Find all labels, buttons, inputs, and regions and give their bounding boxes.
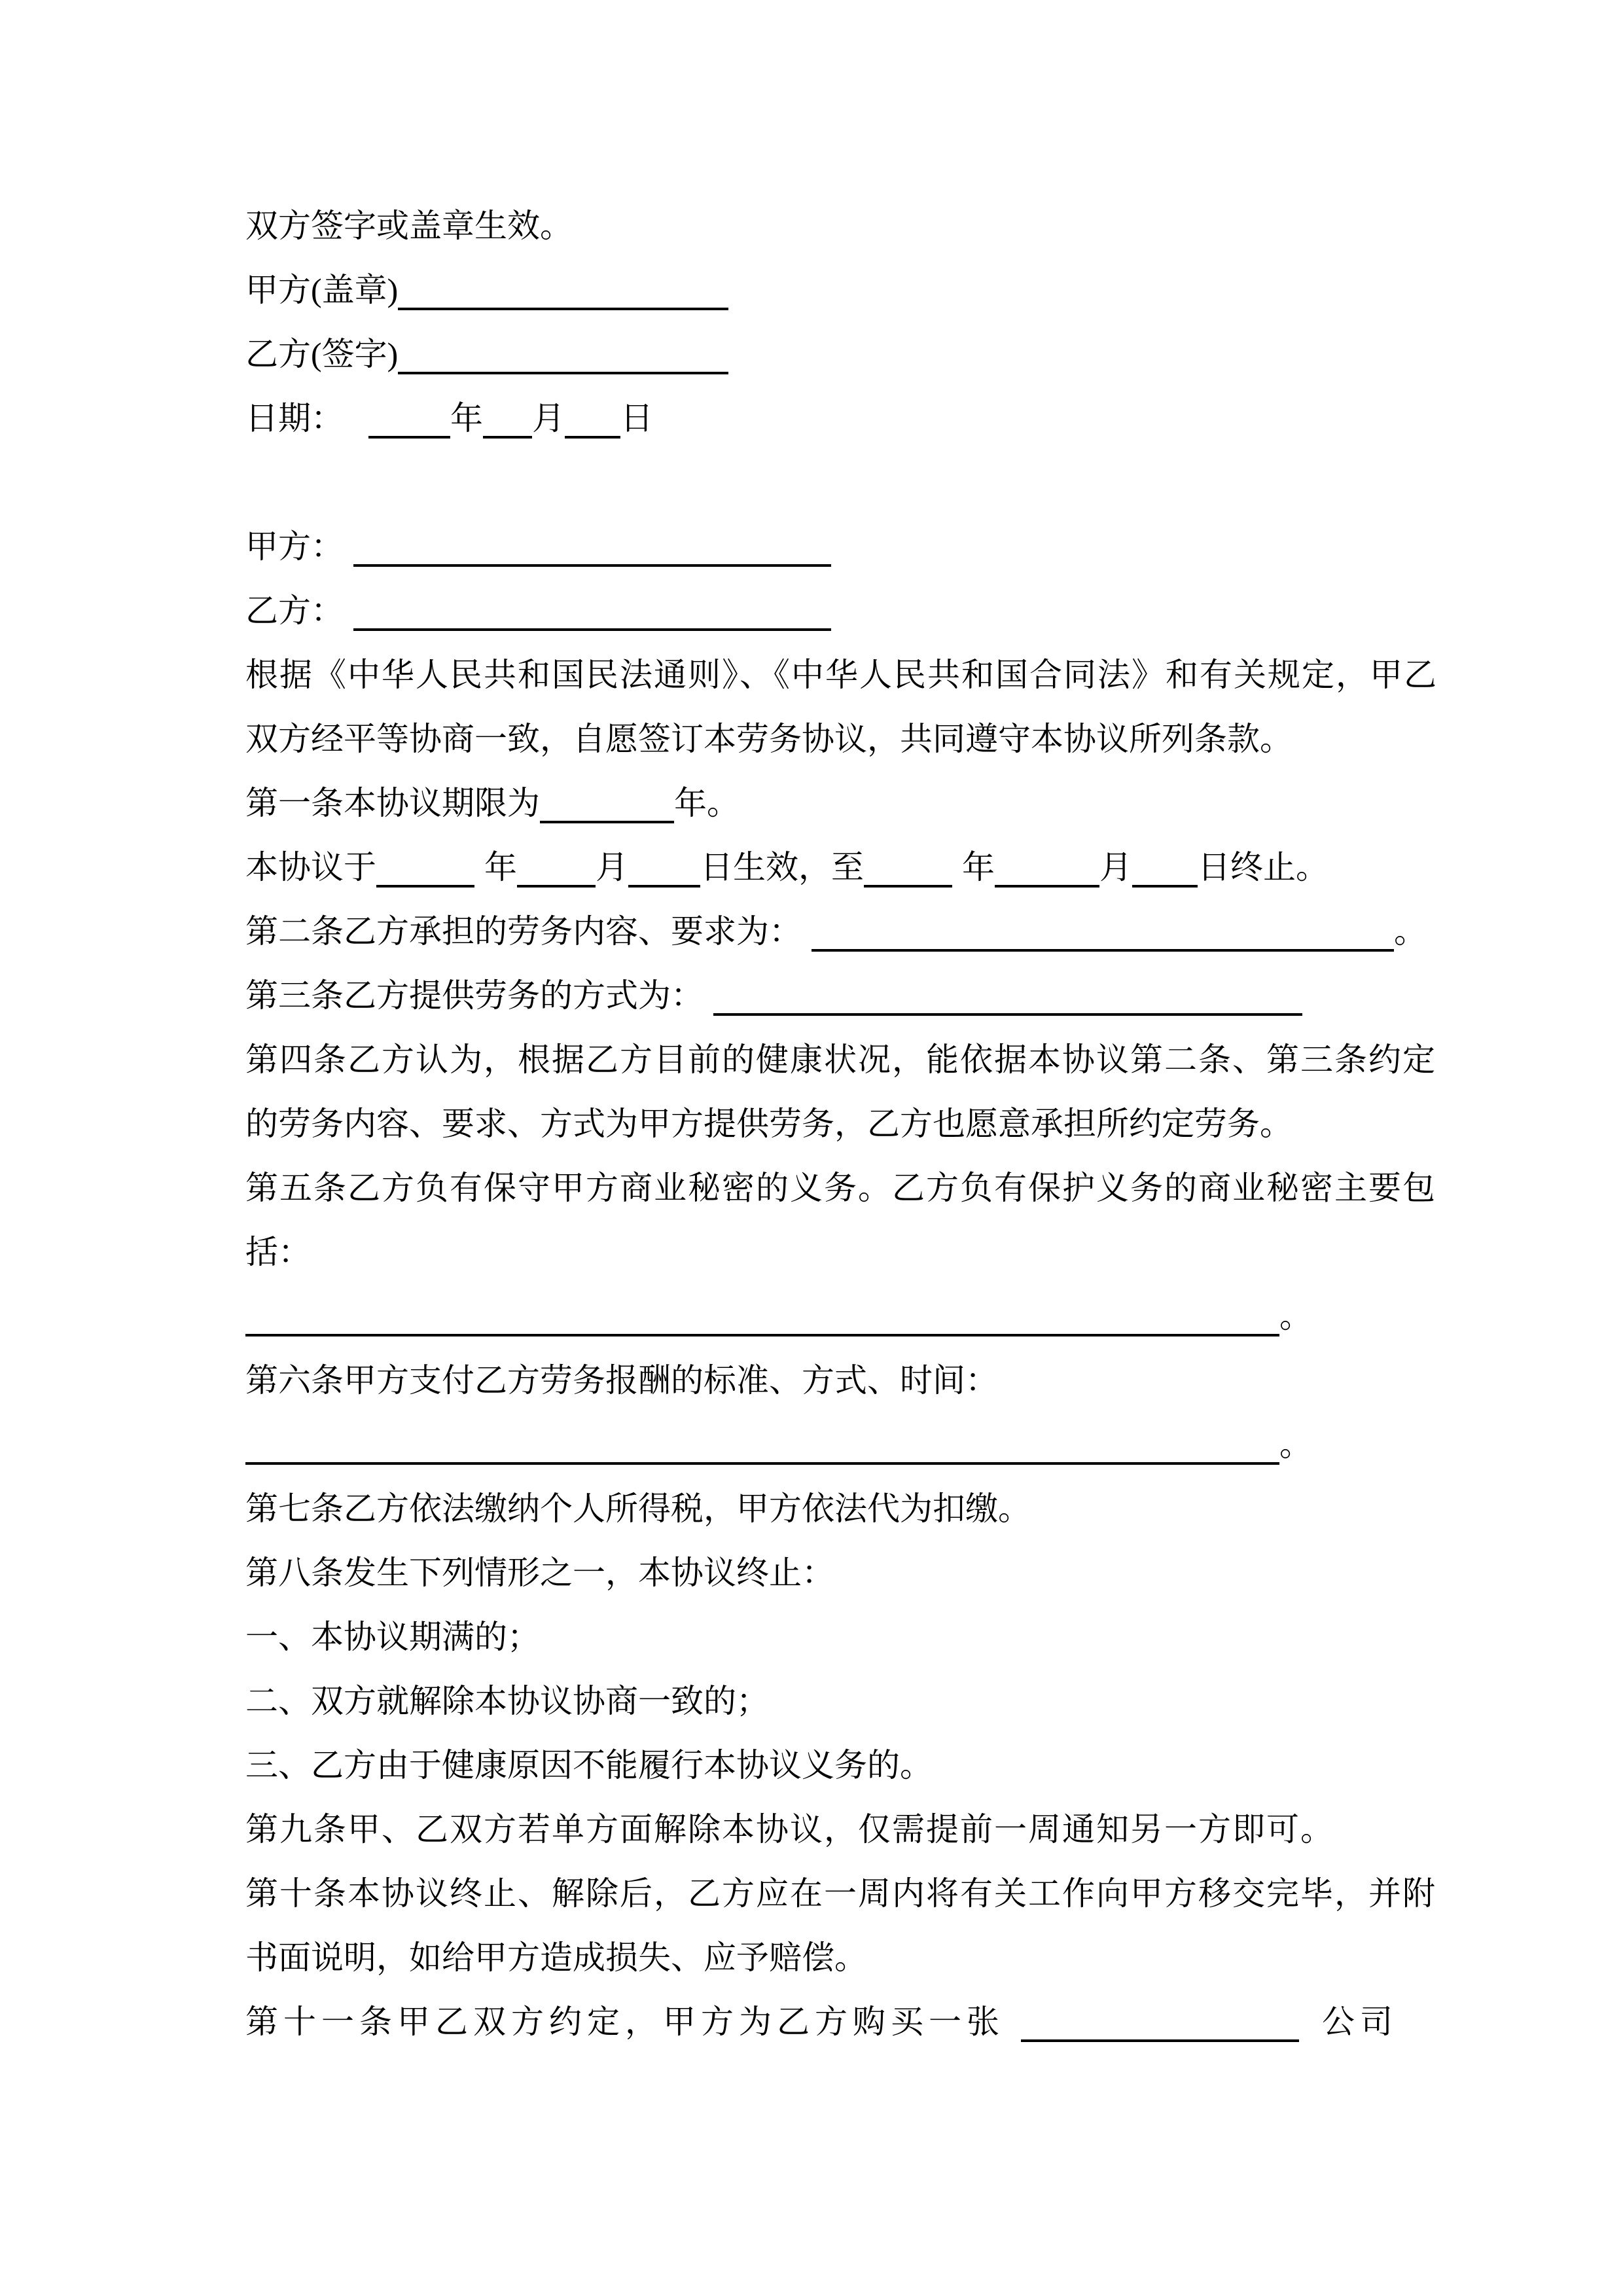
clause-10-line-1 [245, 1861, 1436, 1926]
clause-5-line-2 [245, 1220, 1417, 1284]
clause-9-line [245, 1797, 1417, 1861]
text-segment: 双方签字或盖章生效。 [245, 207, 573, 244]
fill-in-blank[interactable] [864, 873, 952, 888]
clause-8-item-2 [245, 1669, 1417, 1733]
text-segment: 第五条乙方负有保守甲方商业秘密的义务。乙方负有保护义务的商业秘密主要包 [245, 1170, 1436, 1206]
clause-5-line-1 [245, 1156, 1436, 1220]
text-segment: 甲方： [245, 528, 344, 565]
party-b-name-line [245, 579, 1417, 643]
text-segment: 二、双方就解除本协议协商一致的； [245, 1683, 769, 1719]
fill-in-blank[interactable] [245, 1450, 1279, 1465]
text-segment: 年 [484, 849, 517, 886]
text-segment: 公司 [1322, 2003, 1398, 2040]
fill-in-blank[interactable] [1132, 873, 1198, 888]
preamble-line-1 [245, 643, 1438, 707]
fill-in-blank[interactable] [713, 1001, 1302, 1016]
text-segment: 甲方(盖章) [245, 272, 399, 308]
blank-line [245, 450, 1417, 514]
spacer [1005, 2032, 1021, 2033]
text-segment: 本协议于 [245, 849, 376, 886]
clause-2-line [245, 899, 1427, 963]
party-a-name-line [245, 514, 1417, 579]
text-segment: 第十条本协议终止、解除后，乙方应在一周内将有关工作向甲方移交完毕，并附 [245, 1875, 1436, 1912]
fill-in-blank[interactable] [517, 873, 596, 888]
clause-11-line [245, 1990, 1417, 2054]
party-a-seal-signature-line [245, 258, 1417, 322]
text-segment: 第四条乙方认为，根据乙方目前的健康状况，能依据本协议第二条、第三条约定 [245, 1041, 1436, 1078]
text-segment: 第一条本协议期限为 [245, 785, 540, 821]
date-line [245, 386, 1417, 450]
clause-1-dates-line [245, 835, 1417, 899]
fill-in-blank[interactable] [353, 552, 831, 567]
clause-10-line-2 [245, 1926, 1417, 1990]
text-segment: 第十一条甲乙双方约定，甲方为乙方购买一张 [245, 2003, 1005, 2040]
text-segment: 根据《中华人民共和国民法通则》、《中华人民共和国合同法》和有关规定，甲乙 [245, 656, 1438, 693]
effective-on-signature-line [245, 194, 1417, 258]
clause-8-item-1 [245, 1605, 1417, 1669]
text-segment: 。 [1394, 913, 1427, 950]
text-segment: 第二条乙方承担的劳务内容、要求为： [245, 913, 802, 950]
fill-in-blank[interactable] [353, 617, 831, 631]
text-segment: 月 [596, 849, 628, 886]
text-segment: 日终止。 [1198, 849, 1329, 886]
clause-5-fill-line [245, 1284, 1417, 1348]
clause-8-item-3 [245, 1733, 1417, 1797]
clause-7-line [245, 1477, 1417, 1541]
text-segment: 第七条乙方依法缴纳个人所得税，甲方依法代为扣缴。 [245, 1490, 1031, 1527]
fill-in-blank[interactable] [483, 424, 532, 439]
clause-3-line [245, 963, 1417, 1028]
text-segment: 乙方： [245, 592, 344, 629]
text-segment: 一、本协议期满的； [245, 1619, 540, 1655]
fill-in-blank[interactable] [812, 937, 1394, 952]
text-segment: 的劳务内容、要求、方式为甲方提供劳务，乙方也愿意承担所约定劳务。 [245, 1105, 1293, 1142]
text-segment: 乙方(签字) [245, 336, 399, 372]
text-segment: 第八条发生下列情形之一，本协议终止： [245, 1554, 834, 1591]
text-segment: 第三条乙方提供劳务的方式为： [245, 977, 704, 1014]
text-segment: 书面说明，如给甲方造成损失、应予赔偿。 [245, 1939, 867, 1976]
text-segment: 。 [1279, 1298, 1312, 1335]
fill-in-blank[interactable] [245, 1322, 1279, 1336]
text-segment: 第九条甲、乙双方若单方面解除本协议，仅需提前一周通知另一方即可。 [245, 1811, 1334, 1848]
text-segment: 月 [1099, 849, 1132, 886]
text-segment: 月 [532, 400, 565, 437]
fill-in-blank[interactable] [398, 360, 728, 374]
fill-in-blank[interactable] [368, 424, 450, 439]
fill-in-blank[interactable] [376, 873, 474, 888]
clause-6-fill-line [245, 1412, 1417, 1477]
clause-6-line [245, 1348, 1417, 1412]
text-segment: 。 [1279, 1426, 1312, 1463]
text-segment: 双方经平等协商一致，自愿签订本劳务协议，共同遵守本协议所列条款。 [245, 721, 1293, 757]
clause-4-line-1 [245, 1028, 1436, 1092]
clause-1-term-line [245, 771, 1417, 835]
fill-in-blank[interactable] [565, 424, 620, 439]
party-b-signature-line [245, 322, 1417, 386]
text-segment: 日 [620, 400, 653, 437]
text-segment: 年。 [674, 785, 740, 821]
text-segment: 日生效，至 [700, 849, 864, 886]
preamble-line-2 [245, 707, 1417, 771]
clause-4-line-2 [245, 1092, 1417, 1156]
spacer [1299, 2032, 1322, 2033]
text-segment: 三、乙方由于健康原因不能履行本协议义务的。 [245, 1747, 933, 1784]
text-segment: 第六条甲方支付乙方劳务报酬的标准、方式、时间： [245, 1362, 998, 1399]
text-segment: 括： [245, 1234, 311, 1270]
fill-in-blank[interactable] [628, 873, 700, 888]
text-segment: 年 [962, 849, 995, 886]
spacer [704, 1006, 713, 1007]
spacer [344, 557, 353, 558]
text-segment: 日期： [245, 400, 344, 437]
text-segment: 年 [450, 400, 483, 437]
spacer [344, 621, 353, 622]
fill-in-blank[interactable] [540, 809, 674, 823]
fill-in-blank[interactable] [1021, 2028, 1299, 2042]
fill-in-blank[interactable] [995, 873, 1099, 888]
clause-8-line [245, 1541, 1417, 1605]
fill-in-blank[interactable] [398, 296, 728, 310]
contract-text-block [245, 194, 1438, 2054]
